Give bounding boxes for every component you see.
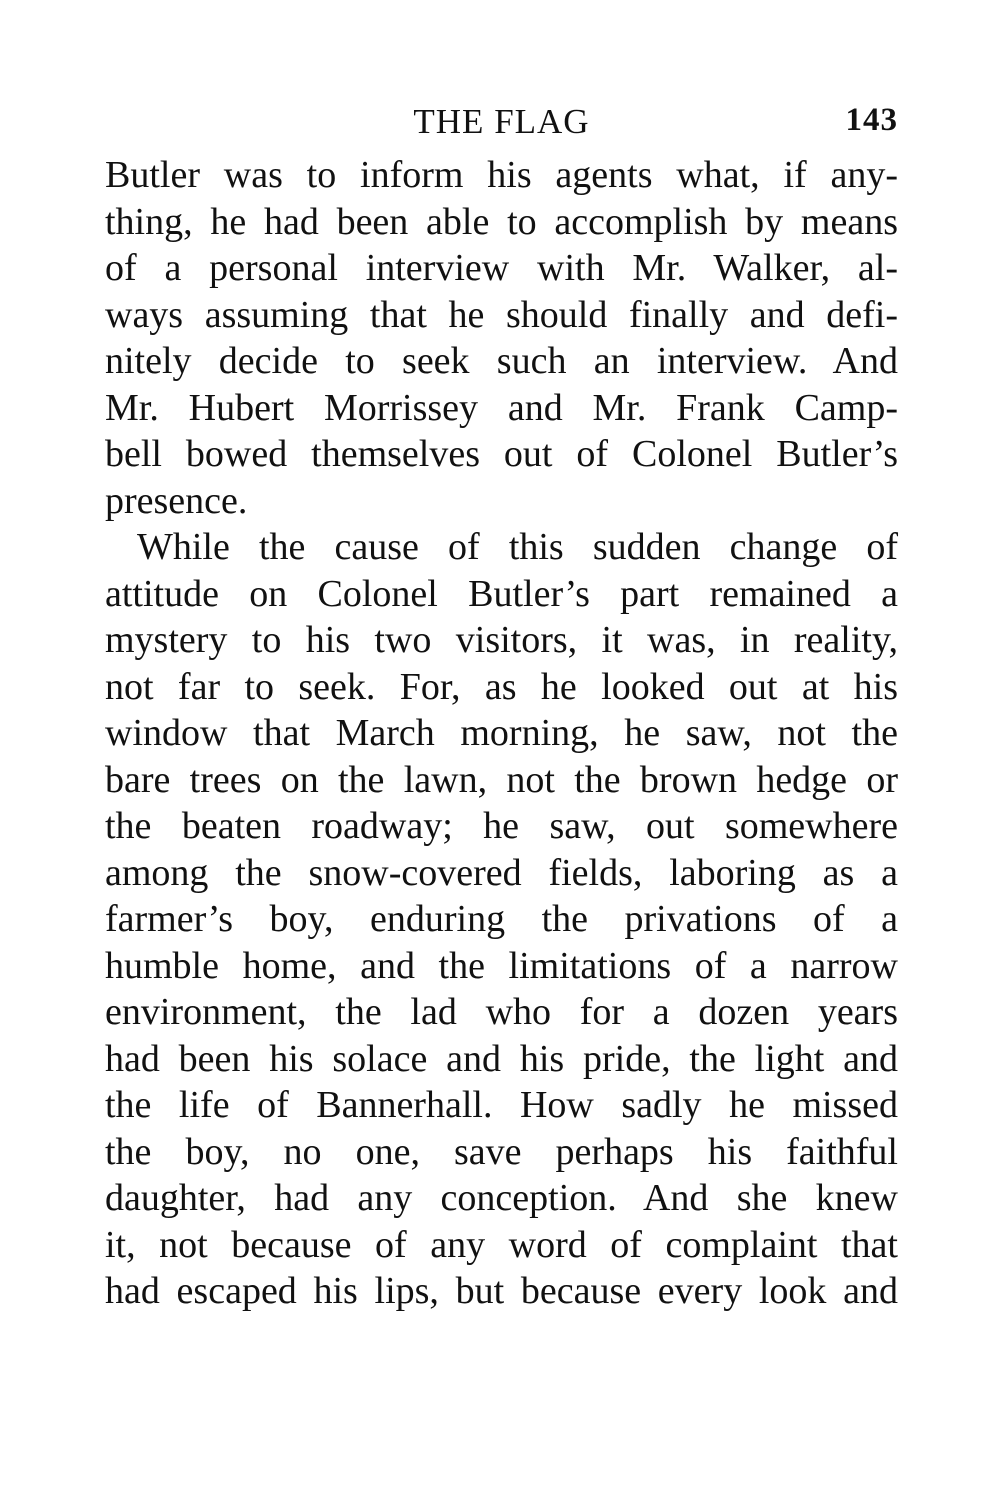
text-line: environment, the lad who for a dozen years [105,991,898,1033]
book-page [105,100,898,1315]
paragraph-1 [105,152,898,524]
text-line: had been his solace and his pride, the light and [105,1037,898,1080]
text-line: nitely decide to seek such an interview. And [105,340,898,382]
text-line: the life of Bannerhall. How sadly he missed [105,1084,898,1126]
running-head [105,100,898,152]
text-line: among the snow-covered fields, laboring as a [105,851,898,894]
text-line: window that March morning, he saw, not the [105,712,898,754]
text-line: presence. [105,479,248,522]
paragraph-2 [105,524,898,1315]
text-line: While the cause of this sudden change of [137,526,898,568]
text-line: Butler was to inform his agents what, if any- [105,154,898,196]
text-line: not far to seek. For, as he looked out at his [105,665,898,708]
text-line: the beaten roadway; he saw, out somewhere [105,805,898,847]
page-number: 143 [845,102,898,138]
text-line: of a personal interview with Mr. Walker, al- [105,247,898,289]
text-line: the boy, no one, save perhaps his faithful [105,1130,898,1173]
text-line: mystery to his two visitors, it was, in reality, [105,619,898,661]
text-line: humble home, and the limitations of a narrow [105,944,898,987]
text-line: attitude on Colonel Butler’s part remained a [105,572,898,615]
text-line: Mr. Hubert Morrissey and Mr. Frank Camp- [105,386,898,429]
text-line: had escaped his lips, but because every look and [105,1270,898,1312]
text-line: it, not because of any word of complaint that [105,1223,898,1266]
text-line: thing, he had been able to accomplish by means [105,200,898,243]
text-line: bare trees on the lawn, not the brown hedge or [105,758,898,801]
text-line: bell bowed themselves out of Colonel Butler’s [105,433,898,475]
running-title: THE FLAG [413,102,590,141]
text-line: ways assuming that he should finally and defi- [105,293,898,336]
text-line: farmer’s boy, enduring the privations of a [105,898,898,940]
text-line: daughter, had any conception. And she knew [105,1177,898,1219]
